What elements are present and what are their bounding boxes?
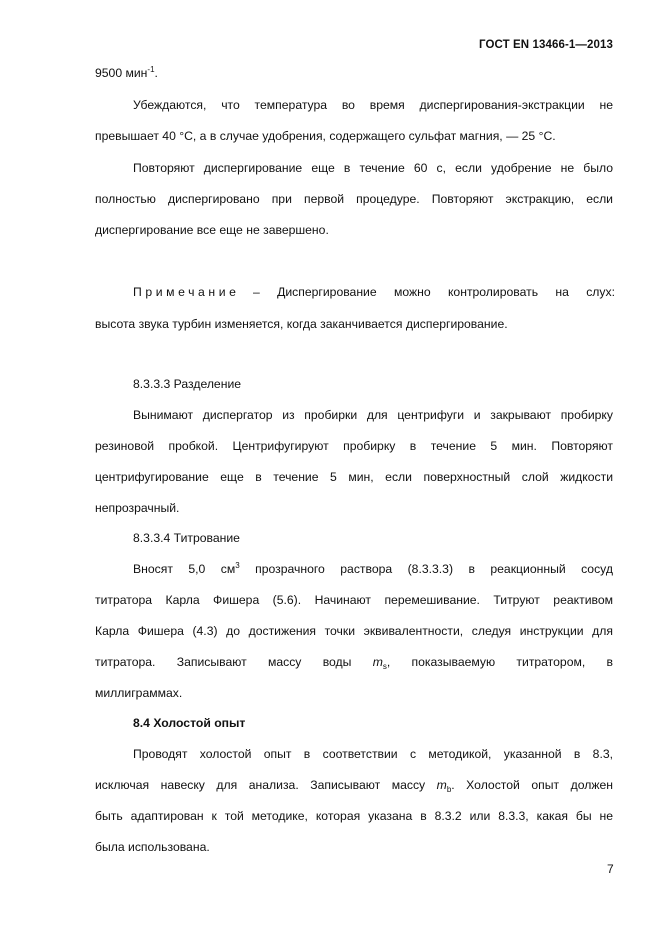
paragraph-temperature-line-2: превышает 40 °С, а в случае удобрения, содержащего сульфат магния, — 25 °С. xyxy=(95,129,556,143)
blank-test-line-3: быть адаптирован к той методике, которая указана в 8.3.2 или 8.3.3, какая бы не xyxy=(95,809,613,823)
note-line-2: высота звука турбин изменяется, когда заканчивается диспергирование. xyxy=(95,317,508,331)
superscript-cubic: 3 xyxy=(235,561,240,570)
note-line-1 xyxy=(133,284,613,300)
blank-test-line-1: Проводят холостой опыт в соответствии с методикой, указанной в 8.3, xyxy=(133,747,613,761)
blank-test-line-4: была использована. xyxy=(95,840,210,854)
paragraph-speed-line: 9500 мин$^{-1}$. xyxy=(95,65,158,80)
separation-line-3: центрифугирование еще в течение 5 мин, если поверхностный слой жидкости xyxy=(95,470,613,484)
titration-line-3: Карла Фишера (4.3) до достижения точки эквивалентности, следуя инструкции для xyxy=(95,624,613,638)
document-header: ГОСТ EN 13466-1—2013 xyxy=(478,39,613,51)
subscript-b: b xyxy=(446,785,452,794)
subscript-s: s xyxy=(382,662,387,671)
titration-line-4: титратора. Записывают массу воды $m_s$, показываемую титратором, в xyxy=(95,655,613,671)
note-text: – Диспергирование можно контролировать на слух: xyxy=(253,285,615,299)
blank-test-line-2: исключая навеску для анализа. Записывают массу $m_b$. Холостой опыт должен xyxy=(95,778,613,794)
note-label: Примечание xyxy=(133,285,240,299)
titration-line-2: титратора Карла Фишера (5.6). Начинают перемешивание. Титруют реактивом xyxy=(95,593,613,607)
paragraph-repeat-line-1: Повторяют диспергирование еще в течение 60 с, если удобрение не было xyxy=(133,161,613,175)
mass-symbol-m: m xyxy=(436,778,447,792)
titration-line-1: Вносят 5,0 $см^3$ прозрачного раствора (8.3.3.3) в реакционный сосуд xyxy=(133,561,613,576)
section-heading-8-3-3-3: 8.3.3.3 Разделение xyxy=(133,377,242,391)
page-number: 7 xyxy=(607,862,614,876)
mass-symbol-m: m xyxy=(372,655,383,669)
paragraph-repeat-line-3: диспергирование все еще не завершено. xyxy=(95,223,329,237)
separation-line-4: непрозрачный. xyxy=(95,501,180,515)
separation-line-2: резиновой пробкой. Центрифугируют пробирку в течение 5 мин. Повторяют xyxy=(95,439,613,453)
section-heading-8-3-3-4: 8.3.3.4 Титрование xyxy=(133,531,240,545)
titration-line-5: миллиграммах. xyxy=(95,686,183,700)
separation-line-1: Вынимают диспергатор из пробирки для центрифуги и закрывают пробирку xyxy=(133,408,613,422)
section-heading-8-4: 8.4 Холостой опыт xyxy=(133,716,246,730)
superscript-exponent: -1 xyxy=(147,65,155,74)
paragraph-temperature-line-1: Убеждаются, что температура во время диспергирования-экстракции не xyxy=(133,98,613,112)
paragraph-repeat-line-2: полностью диспергировано при первой процедуре. Повторяют экстракцию, если xyxy=(95,192,613,206)
